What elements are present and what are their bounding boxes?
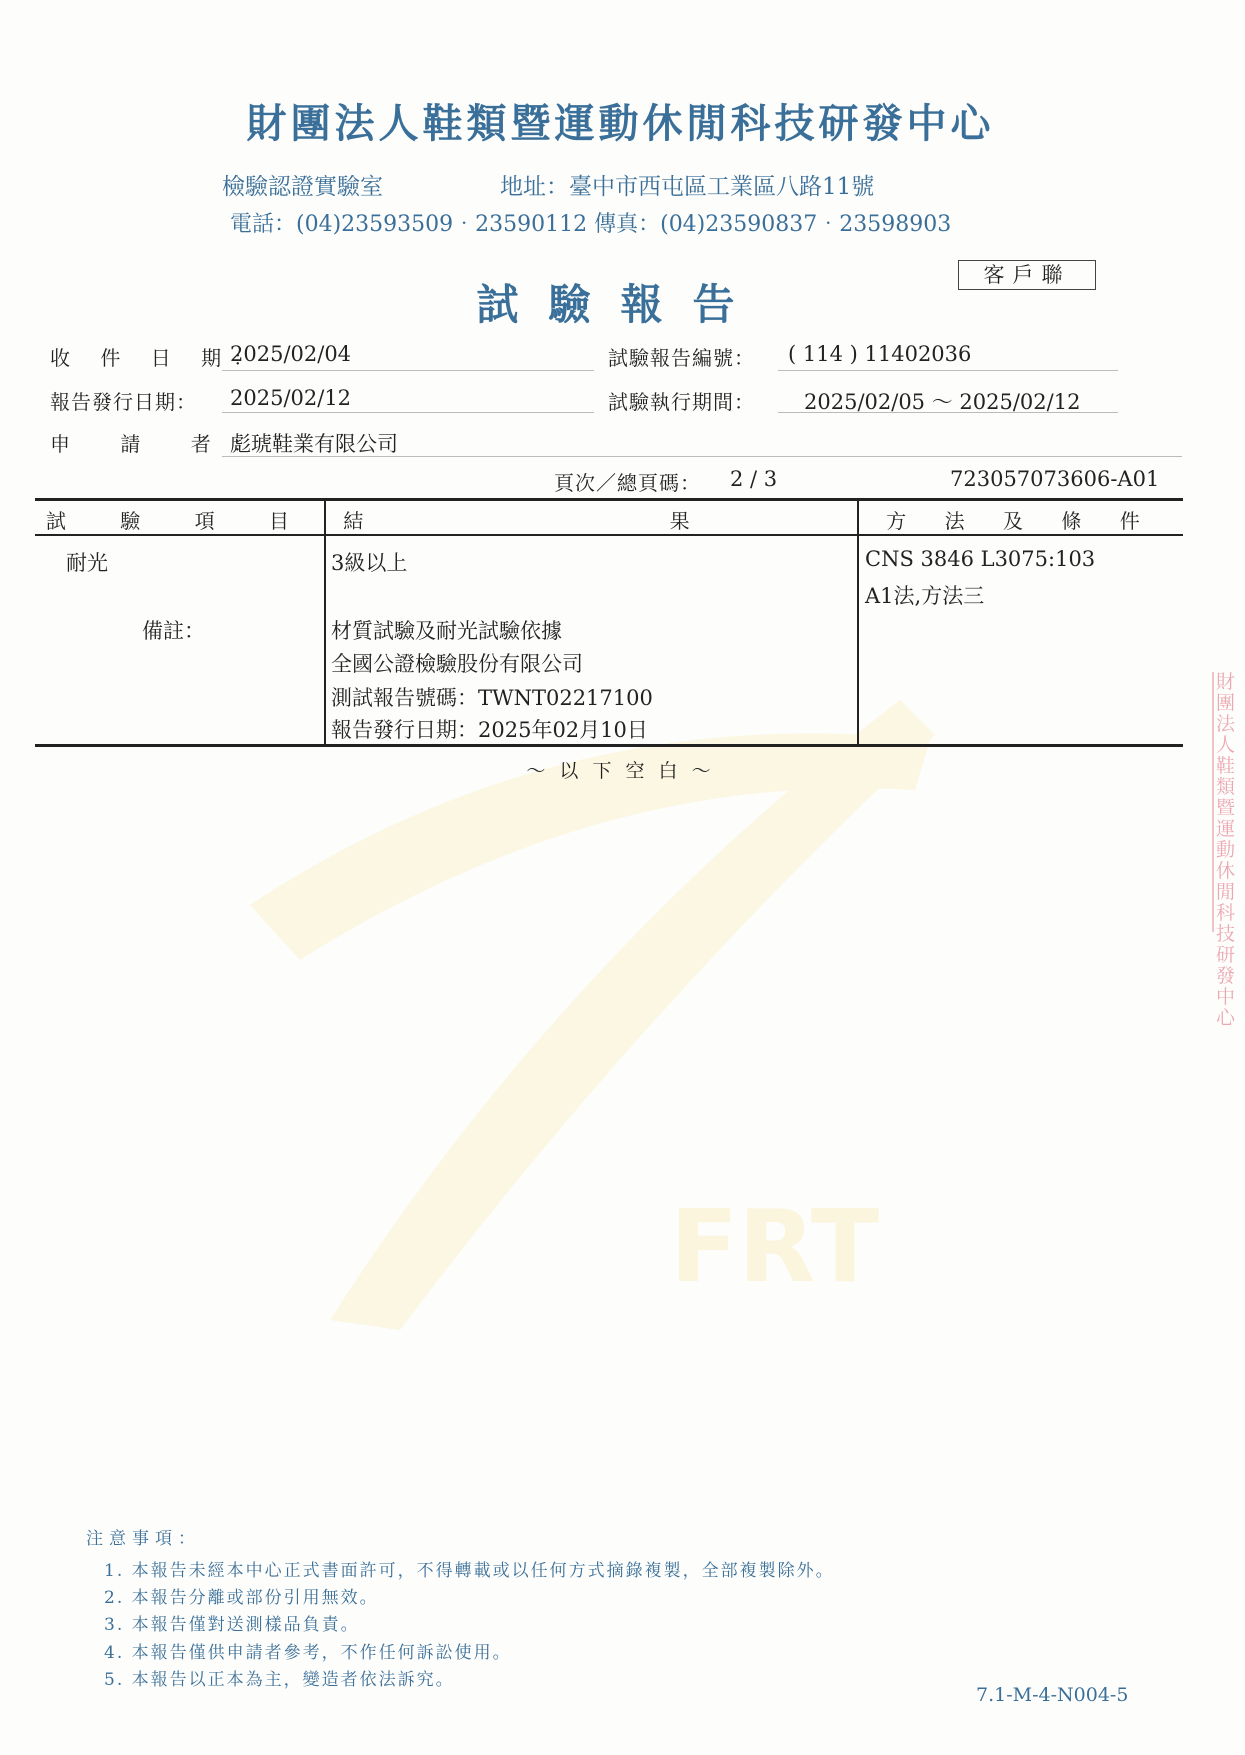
- copy-type-label: 客戶聯: [958, 260, 1096, 290]
- watermark-text: FRT: [670, 1188, 880, 1305]
- note-item: 5. 本報告以正本為主，變造者依法訴究。: [104, 1670, 455, 1690]
- seal-stamp: 財團法人鞋類暨運動休閒科技研發中心: [1212, 672, 1245, 932]
- test-period-value: 2025/02/05 ～ 2025/02/12: [804, 390, 1081, 414]
- note-item: 1. 本報告未經本中心正式書面許可，不得轉載或以任何方式摘錄複製，全部複製除外。: [104, 1561, 835, 1581]
- page-count-label: 頁次／總頁碼：: [554, 471, 701, 495]
- issue-date-value: 2025/02/12: [230, 386, 352, 410]
- issue-date-label: 報告發行日期：: [50, 390, 197, 414]
- applicant-value: 彪琥鞋業有限公司: [230, 432, 398, 456]
- header-method: 方 法 及 條 件: [886, 509, 1156, 533]
- header-result: 結 果: [343, 509, 840, 533]
- received-date-value: 2025/02/04: [230, 342, 352, 366]
- report-number-value: ( 114 ) 11402036: [788, 342, 972, 366]
- report-title: 試驗報告: [476, 280, 765, 329]
- note-item: 4. 本報告僅供申請者參考，不作任何訴訟使用。: [104, 1643, 512, 1663]
- remark-line: 測試報告號碼：TWNT02217100: [331, 686, 653, 710]
- notes-heading: 注意事項：: [86, 1529, 201, 1549]
- test-period-label: 試驗執行期間：: [608, 390, 755, 414]
- remark-line: 材質試驗及耐光試驗依據: [331, 619, 562, 643]
- report-number-label: 試驗報告編號：: [608, 346, 755, 370]
- remark-line: 全國公證檢驗股份有限公司: [331, 652, 583, 676]
- lab-address: 地址：臺中市西屯區工業區八路11號: [500, 174, 875, 200]
- lab-phone-fax: 電話：(04)23593509‧23590112 傳真：(04)23590837‧23598903: [230, 212, 952, 237]
- test-result: 3級以上: [331, 551, 408, 575]
- method-line: CNS 3846 L3075:103: [865, 547, 1096, 571]
- blank-below-mark: ～ 以 下 空 白 ～: [526, 760, 715, 782]
- document-id: 723057073606-A01: [950, 467, 1160, 491]
- form-number: 7.1-M-4-N004-5: [976, 1684, 1129, 1706]
- remark-line: 報告發行日期：2025年02月10日: [331, 718, 648, 742]
- method-line: A1法,方法三: [865, 584, 985, 608]
- organization-name: 財團法人鞋類暨運動休閒科技研發中心: [246, 101, 995, 147]
- lab-name: 檢驗認證實驗室: [222, 174, 383, 200]
- received-date-label: 收 件 日 期：: [50, 346, 266, 370]
- note-item: 3. 本報告僅對送測樣品負責。: [104, 1615, 360, 1635]
- header-test-item: 試 驗 項 目: [45, 509, 314, 533]
- page-count-value: 2 / 3: [730, 467, 778, 491]
- test-item: 耐光: [66, 551, 108, 575]
- note-item: 2. 本報告分離或部份引用無效。: [104, 1588, 379, 1608]
- applicant-label: 申 請 者：: [50, 432, 275, 456]
- remark-label: 備註：: [142, 619, 205, 643]
